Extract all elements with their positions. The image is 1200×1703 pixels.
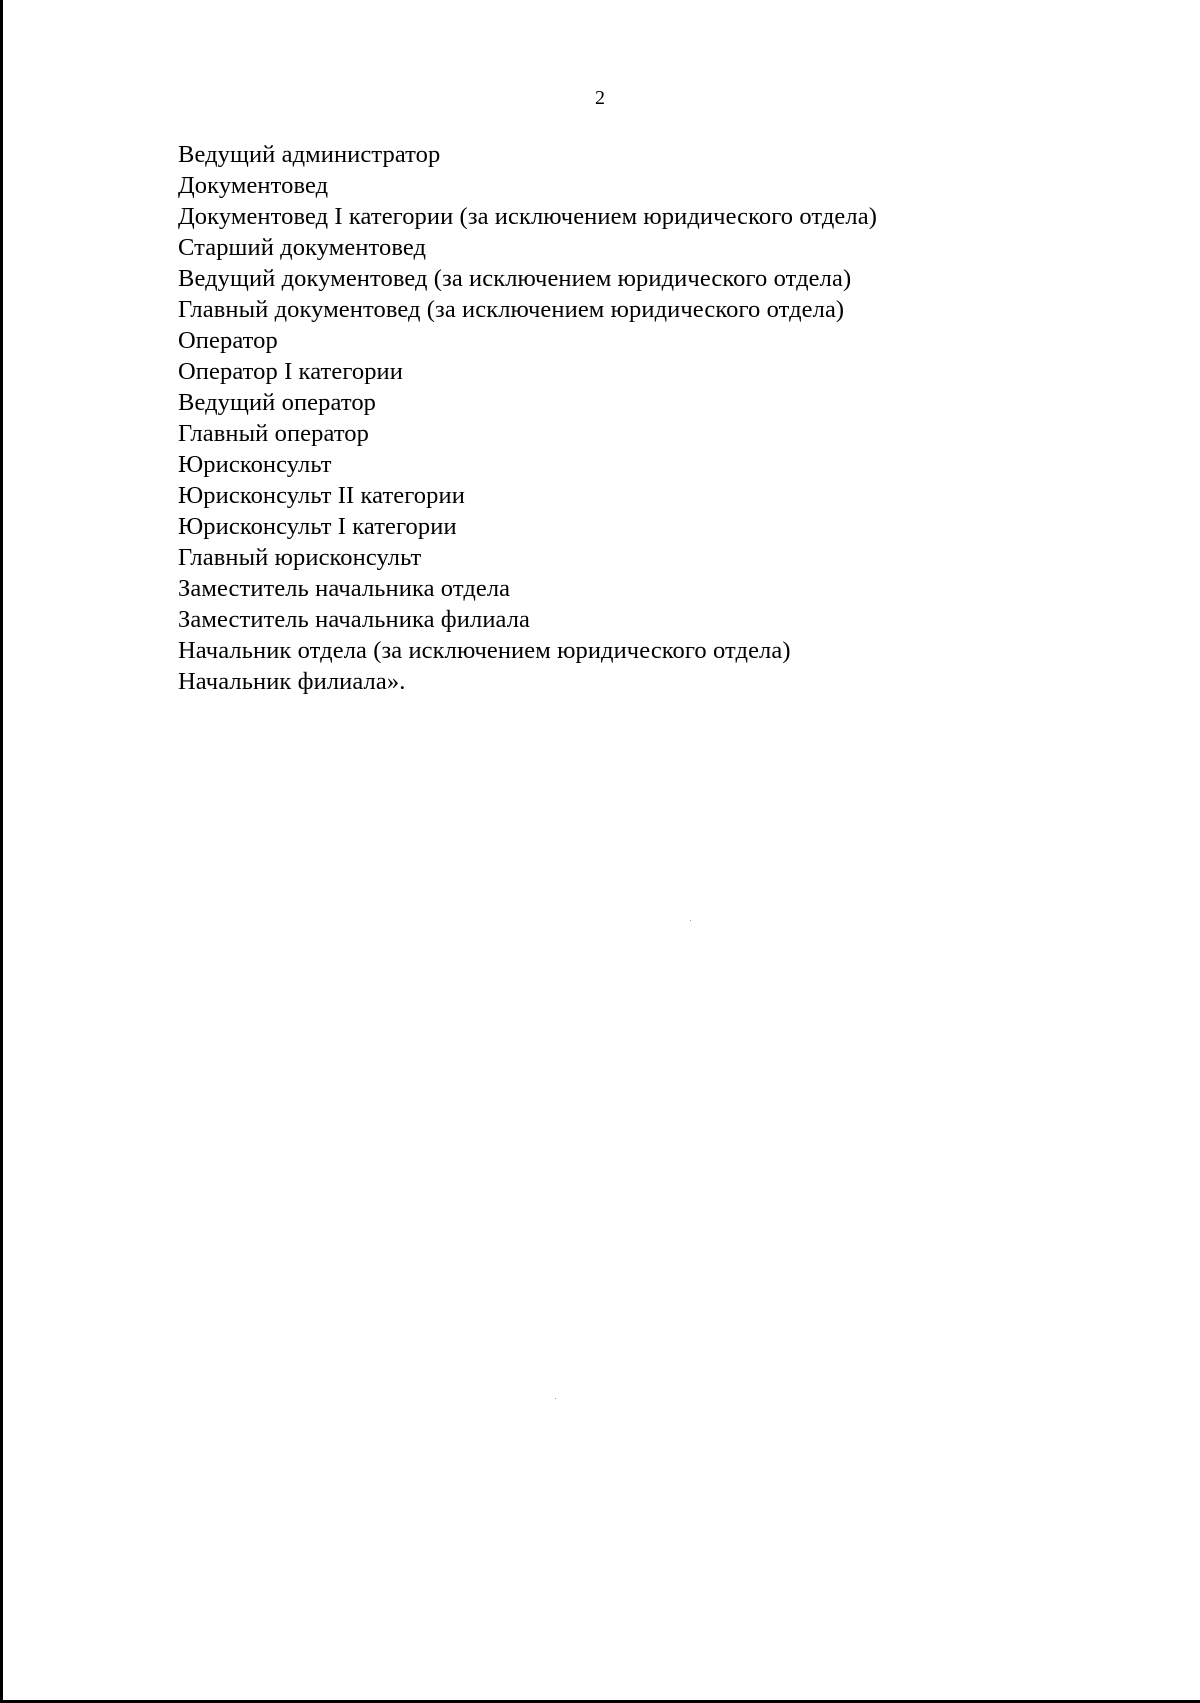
position-item: Начальник отдела (за исключением юридического отдела)	[178, 637, 791, 664]
position-item: Главный документовед (за исключением юридического отдела)	[178, 296, 845, 323]
position-item: Оператор I категории	[178, 358, 403, 385]
scan-speck	[555, 1398, 556, 1399]
position-item: Ведущий администратор	[178, 141, 441, 168]
position-item: Главный юрисконсульт	[178, 544, 422, 571]
position-item: Ведущий оператор	[178, 389, 377, 416]
position-list	[178, 139, 877, 697]
scan-speck	[690, 920, 691, 921]
scan-edge-left	[0, 0, 3, 1703]
position-item: Документовед	[178, 172, 329, 199]
position-item: Главный оператор	[178, 420, 370, 447]
position-item: Старший документовед	[178, 234, 427, 261]
position-item: Юрисконсульт I категории	[178, 513, 457, 540]
position-item: Оператор	[178, 327, 278, 354]
position-item: Заместитель начальника филиала	[178, 606, 531, 633]
position-item: Документовед I категории (за исключением юридического отдела)	[178, 203, 877, 230]
position-item: Начальник филиала».	[178, 668, 406, 695]
position-item: Заместитель начальника отдела	[178, 575, 511, 602]
position-item: Юрисконсульт II категории	[178, 482, 465, 509]
position-item: Ведущий документовед (за исключением юридического отдела)	[178, 265, 852, 292]
page-number: 2	[595, 87, 605, 109]
position-item: Юрисконсульт	[178, 451, 332, 478]
